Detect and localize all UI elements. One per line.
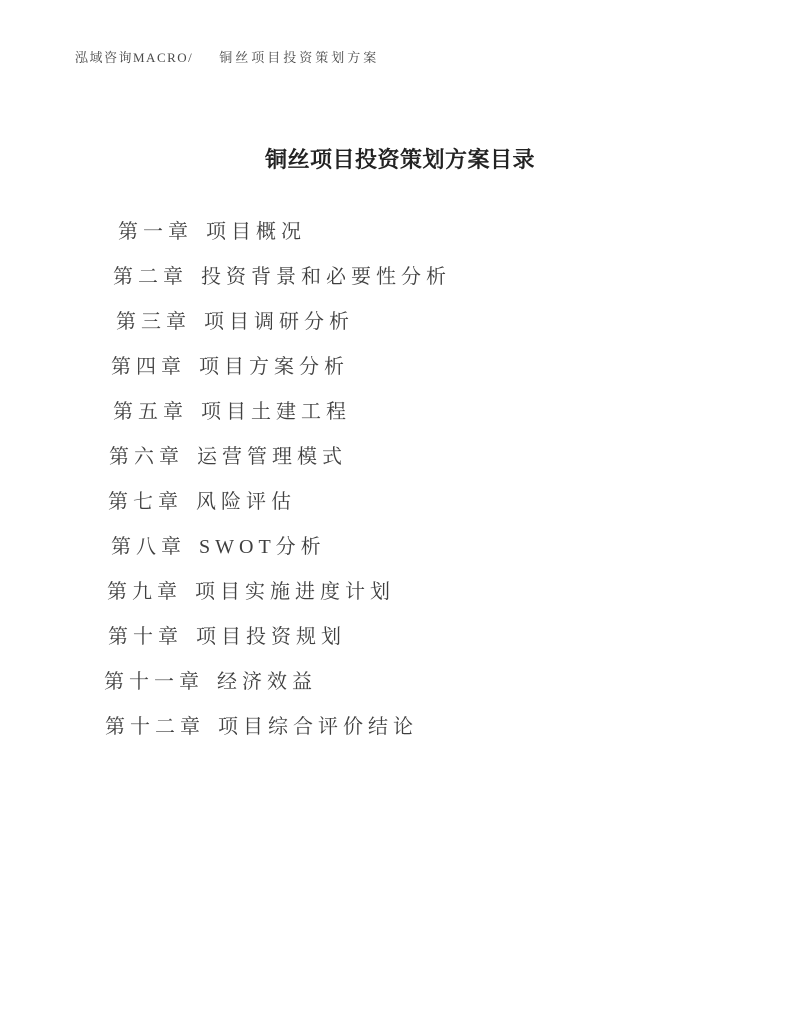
toc-item (118, 210, 800, 255)
chapter-label: 第八章 (111, 536, 186, 558)
chapter-label: 第十一章 (104, 671, 204, 693)
toc-item (107, 570, 800, 615)
header-doc-title: 铜丝项目投资策划方案 (219, 50, 380, 65)
toc-item (113, 255, 800, 300)
chapter-label: 第十二章 (105, 716, 205, 738)
chapter-title: 运营管理模式 (197, 446, 347, 468)
toc-item (109, 435, 800, 480)
table-of-contents (0, 210, 800, 750)
toc-item (111, 345, 800, 390)
toc-item (113, 390, 800, 435)
toc-item (105, 705, 800, 750)
chapter-label: 第七章 (108, 491, 183, 513)
chapter-label: 第二章 (113, 266, 188, 288)
chapter-label: 第九章 (107, 581, 182, 603)
brand-text: 泓域咨询MACRO/ (75, 50, 194, 65)
chapter-label: 第三章 (116, 311, 191, 333)
chapter-label: 第一章 (118, 221, 193, 243)
chapter-label: 第四章 (111, 356, 186, 378)
page-title: 铜丝项目投资策划方案目录 (264, 147, 535, 172)
chapter-label: 第五章 (113, 401, 188, 423)
chapter-title: 项目方案分析 (199, 356, 349, 378)
chapter-title: 项目调研分析 (204, 311, 354, 333)
document-header (75, 47, 379, 66)
chapter-title: 项目综合评价结论 (218, 716, 418, 738)
toc-item (108, 480, 800, 525)
chapter-title: 投资背景和必要性分析 (201, 266, 451, 288)
chapter-title: 项目概况 (206, 221, 306, 243)
chapter-label: 第六章 (109, 446, 184, 468)
chapter-title: 经济效益 (217, 671, 317, 693)
chapter-title: 项目实施进度计划 (195, 581, 395, 603)
toc-item (111, 525, 800, 570)
toc-item (116, 300, 800, 345)
chapter-label: 第十章 (108, 626, 183, 648)
chapter-title: 项目土建工程 (201, 401, 351, 423)
toc-item (108, 615, 800, 660)
toc-item (104, 660, 800, 705)
chapter-title: 风险评估 (196, 491, 296, 513)
chapter-title: SWOT分析 (199, 536, 326, 558)
chapter-title: 项目投资规划 (196, 626, 346, 648)
